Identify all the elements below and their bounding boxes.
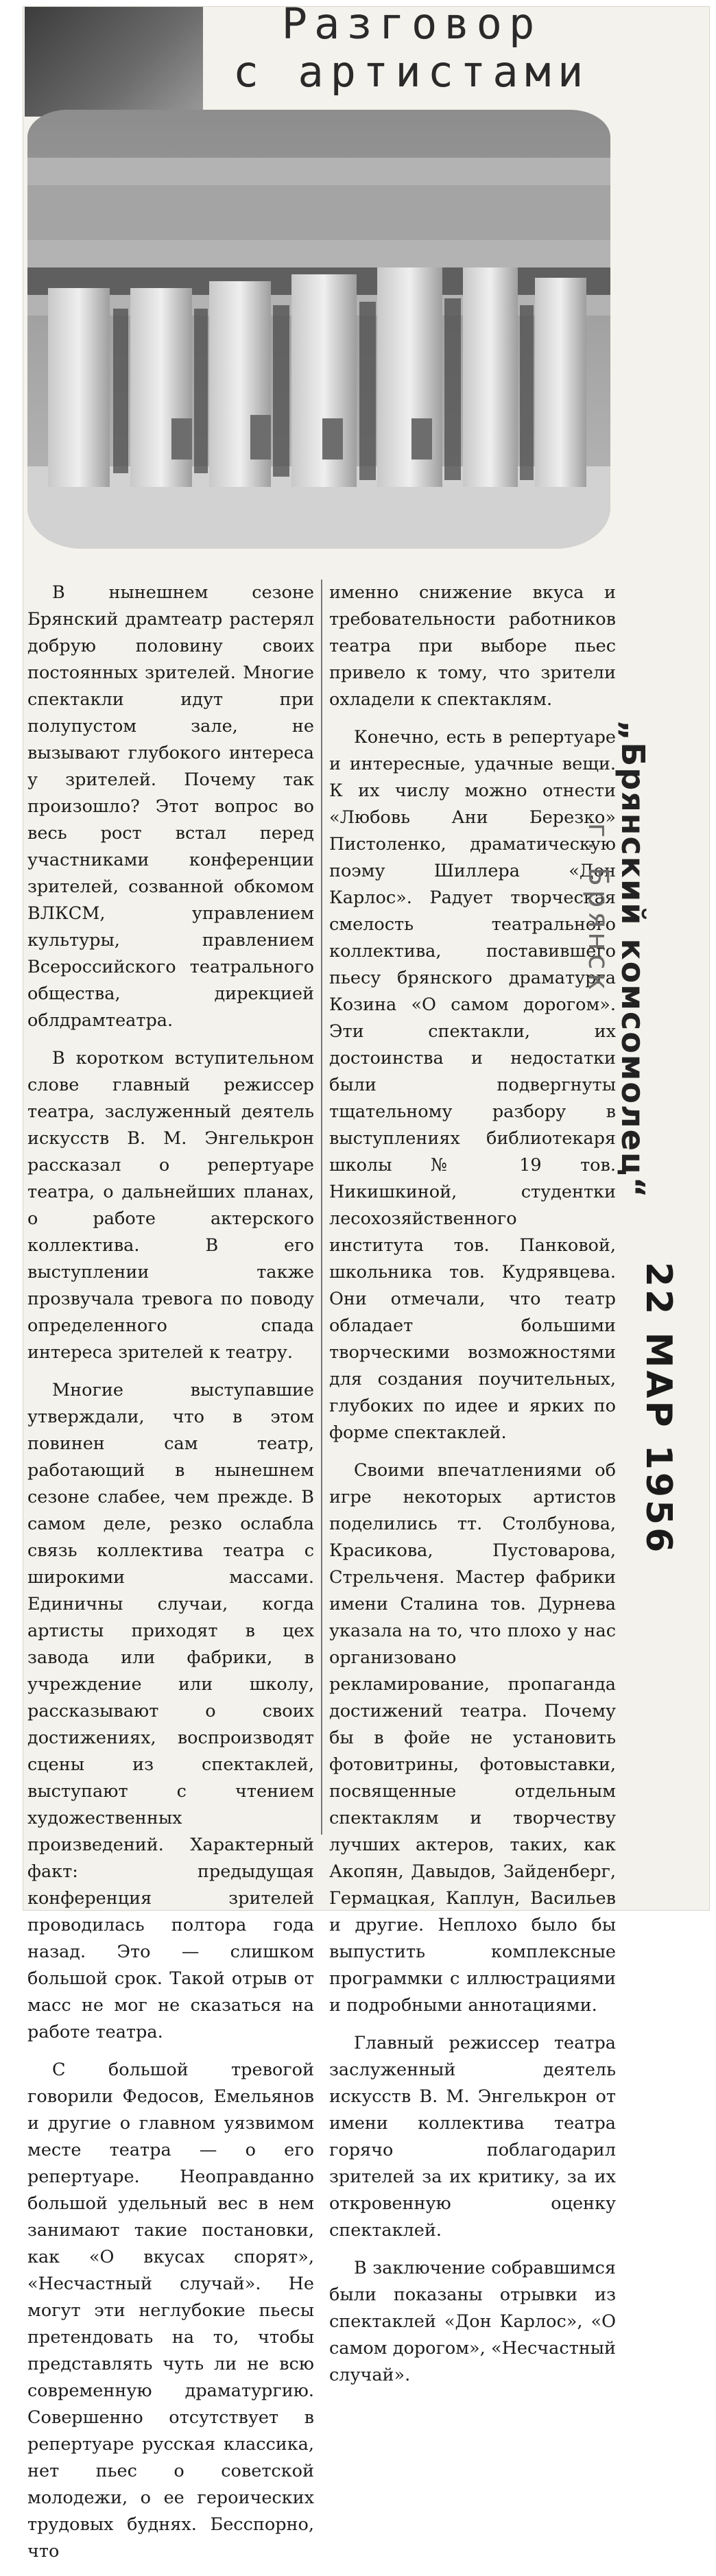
- article-headline: [206, 0, 617, 96]
- paragraph: С большой тревогой говорили Федосов, Емельянов и другие о главном уязвимом месте театра — о его репертуаре. Неоправданно большой удельный вес в нем занимают такие постановки, как «О вкусах спорят», «Несчастный случай». Не могут эти неглубокие пьесы претендовать на то, чтобы представлять чуть ли не всю современную драматургию. Совершенно отсутствует в репертуаре русская классика, нет пьес о советской молодежи, о ее героических трудовых буднях. Бесспорно, что: [27, 2060, 314, 2562]
- theatre-facade-image: [27, 110, 610, 549]
- paragraph: В нынешнем сезоне Брянский драмтеатр растерял добрую половину своих постоянных зрителей. Многие спектакли идут при полупустом зале, не вызывают глубокого интереса у зрителей. Почему так произошло? Этот вопрос во весь рост встал перед участниками конференции зрителей, созванной обкомом ВЛКСМ, управлением культуры, правлением Всероссийского театрального общества, дирекцией облдрамтеатра.: [27, 582, 314, 1031]
- date-stamp: 22 МАР 1956: [638, 1262, 679, 1555]
- article-body: [27, 580, 617, 2562]
- paragraph: Конечно, есть в репертуаре и интересные, удачные вещи. К их числу можно отнести «Любовь Ани Березко» Пистоленко, драматическую поэму Шиллера «Дон Карлос». Радует творческая смелость театрального коллектива, поставившего пьесу брянского драматурга Козина «О самом дорогом». Эти спектакли, их достоинства и недостатки были подвергнуты тщательному разбору в выступлениях библиотекаря школы № 19 тов. Никишкиной, студентки лесохозяйственного института тов. Панковой, школьника тов. Кудрявцева. Они отмечали, что театр обладает большими творческими возможностями для создания поучительных, глубоких по идее и ярких по форме спектаклей.: [329, 727, 616, 1443]
- article-column-left: [27, 580, 314, 2576]
- headline-line-1: Разговор: [281, 0, 542, 49]
- paragraph: Своими впечатлениями об игре некоторых артистов поделились тт. Столбунова, Красикова, Пустоварова, Стрельченя. Мастер фабрики имени Сталина тов. Дурнева указала на то, что плохо у нас организовано рекламирование, пропаганда достижений театра. Почему бы в фойе не установить фотовитрины, фотовыставки, посвященные отдельным спектаклям и творчеству лучших актеров, таких, как Акопян, Давыдов, Зайденберг, Гермацкая, Каплун, Васильев и другие. Неплохо было бы выпустить комплексные программки с иллюстрациями и подробными аннотациями.: [329, 1460, 616, 2016]
- newspaper-source-label: „Брянский комсомолец“: [614, 720, 652, 1200]
- theatre-photo: [27, 110, 610, 549]
- paragraph: В заключение собравшимся были показаны отрывки из спектаклей «Дон Карлос», «О самом дорогом», «Несчастный случай».: [329, 2258, 616, 2385]
- photo-dark-corner: [25, 7, 203, 117]
- paragraph: Главный режиссер театра заслуженный деятель искусств В. М. Энгелькрон от имени коллектива театра горячо поблагодарил зрителей за их критику, за их откровенную оценку спектаклей.: [329, 2033, 616, 2241]
- paragraph: Многие выступавшие утверждали, что в этом повинен сам театр, работающий в нынешнем сезоне слабее, чем прежде. В самом деле, резко ослабла связь коллектива театра с широкими массами. Единичны случаи, когда артисты приходят в цех завода или фабрики, в учреждение или школу, рассказывают о своих достижениях, воспроизводят сцены из спектаклей, выступают с чтением художественных произведений. Характерный факт: предыдущая конференция зрителей проводилась полтора года назад. Это — слишком большой срок. Такой отрыв от масс не мог не сказаться на работе театра.: [27, 1380, 314, 2042]
- city-label: г. Брянск: [582, 823, 614, 994]
- column-divider: [321, 580, 322, 1835]
- paragraph: В коротком вступительном слове главный режиссер театра, заслуженный деятель искусств В. М. Энгелькрон рассказал о репертуаре театра, о дальнейших планах, о работе актерского коллектива. В его выступлении также прозвучала тревога по поводу определенного спада интереса зрителей к театру.: [27, 1048, 314, 1363]
- headline-line-2: с артистами: [232, 47, 590, 97]
- paragraph: именно снижение вкуса и требовательности работников театра при выборе пьес привело к тому, что зрители охладели к спектаклям.: [329, 582, 616, 710]
- article-column-right: [329, 580, 616, 2400]
